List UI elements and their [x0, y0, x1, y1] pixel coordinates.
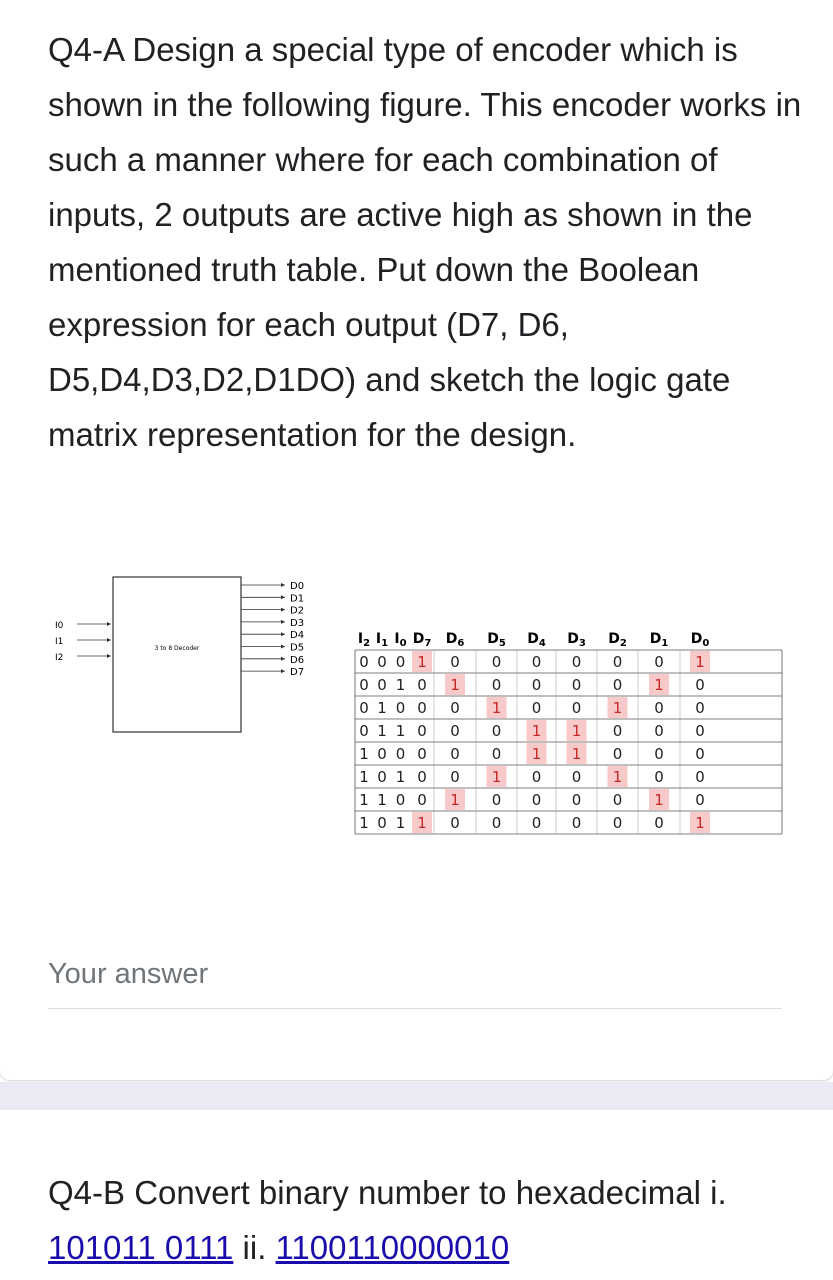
output-label: D1	[290, 593, 305, 605]
table-cell: 1	[531, 745, 542, 763]
table-cell: 1	[359, 768, 369, 786]
table-cell: 0	[395, 791, 406, 809]
table-cell: 1	[417, 653, 427, 671]
output-label: D3	[290, 617, 305, 629]
table-cell: 1	[359, 791, 369, 809]
question-b-prefix: Q4-B Convert binary number to hexadecimal i.	[48, 1174, 727, 1211]
arrow-icon	[281, 595, 285, 599]
question-b-text	[48, 1165, 818, 1275]
encoder-figure	[55, 570, 795, 900]
table-cell: 1	[491, 768, 502, 786]
table-cell: 0	[395, 653, 406, 671]
table-cell: 0	[377, 745, 387, 763]
table-cell: 0	[571, 791, 582, 809]
table-cell: 1	[531, 722, 542, 740]
table-cell: 1	[491, 699, 502, 717]
arrow-icon	[281, 657, 285, 661]
table-cell: 1	[395, 722, 406, 740]
output-label: D7	[290, 667, 305, 679]
table-cell: 0	[612, 791, 623, 809]
table-cell: 0	[417, 699, 427, 717]
table-cell: 1	[571, 745, 582, 763]
decoder-label: 3 to 8 Decoder	[154, 645, 200, 652]
table-cell: 0	[654, 814, 664, 832]
table-cell: 0	[695, 768, 705, 786]
table-cell: 0	[450, 768, 460, 786]
table-cell: 0	[612, 653, 623, 671]
table-cell: 0	[531, 676, 542, 694]
table-header: $D_5$	[487, 631, 506, 649]
table-header: $D_4$	[527, 631, 546, 649]
table-cell: 0	[531, 699, 542, 717]
table-cell: 1	[612, 699, 623, 717]
table-cell: 0	[450, 814, 460, 832]
table-cell: 1	[377, 699, 387, 717]
decoder-inputs	[55, 621, 111, 663]
table-header: $D_1$	[649, 631, 669, 649]
table-cell: 0	[359, 699, 369, 717]
table-cell: 0	[654, 722, 664, 740]
output-label: D5	[290, 642, 305, 654]
table-header: $I_1$	[375, 631, 389, 649]
table-cell: 0	[359, 653, 369, 671]
answer-field[interactable]: Your answer	[48, 958, 209, 990]
table-cell: 0	[654, 653, 664, 671]
binary-link-2[interactable]: 1100110000010	[275, 1229, 510, 1266]
table-cell: 1	[377, 791, 387, 809]
arrow-icon	[281, 632, 285, 636]
table-cell: 0	[654, 699, 664, 717]
input-label: I0	[55, 621, 64, 631]
table-cell: 0	[571, 653, 582, 671]
table-cell: 1	[395, 676, 406, 694]
arrow-icon	[281, 620, 285, 624]
table-cell: 0	[417, 791, 427, 809]
table-cell: 0	[491, 814, 502, 832]
table-cell: 0	[654, 745, 664, 763]
decoder-outputs	[241, 581, 304, 678]
table-cell: 0	[571, 768, 582, 786]
table-cell: 0	[417, 676, 427, 694]
table-cell: 0	[612, 722, 623, 740]
table-cell: 1	[395, 768, 406, 786]
table-cell: 0	[359, 676, 369, 694]
table-cell: 0	[450, 699, 460, 717]
table-cell: 1	[359, 745, 369, 763]
table-cell: 0	[395, 745, 406, 763]
output-label: D0	[290, 581, 305, 592]
table-cell: 0	[695, 676, 705, 694]
arrow-icon	[107, 638, 111, 642]
output-label: D2	[290, 605, 305, 617]
table-cell: 1	[450, 791, 460, 809]
table-header: $I_0$	[394, 631, 407, 649]
table-cell: 0	[450, 653, 460, 671]
table-cell: 0	[695, 722, 705, 740]
table-cell: 0	[450, 722, 460, 740]
arrow-icon	[281, 669, 285, 673]
table-cell: 0	[491, 653, 502, 671]
table-cell: 1	[695, 653, 705, 671]
truth-table	[355, 631, 782, 834]
table-cell: 0	[612, 745, 623, 763]
table-header: $D_0$	[690, 631, 710, 649]
table-header: $D_7$	[412, 631, 432, 649]
table-cell: 0	[695, 745, 705, 763]
table-cell: 1	[377, 722, 387, 740]
decoder-box	[113, 577, 241, 732]
arrow-icon	[281, 645, 285, 649]
input-label: I1	[55, 637, 64, 647]
table-cell: 0	[531, 768, 542, 786]
table-cell: 0	[571, 814, 582, 832]
table-cell: 1	[450, 676, 460, 694]
output-label: D6	[290, 654, 305, 666]
table-header: $D_2$	[608, 631, 627, 649]
binary-link-1[interactable]: 101011 0111	[48, 1229, 234, 1266]
output-label: D4	[290, 630, 305, 642]
table-cell: 0	[531, 791, 542, 809]
table-cell: 0	[654, 768, 664, 786]
table-cell: 0	[491, 676, 502, 694]
table-header: $D_3$	[567, 631, 586, 649]
arrow-icon	[281, 608, 285, 612]
question-a-text: Q4-A Design a special type of encoder which is shown in the following figure. This encoder works in such a manner where for each combination of inputs, 2 outputs are active high as shown in the mentioned truth table. Put down the Boolean expression for each output (D7, D6, D5,D4,D3,D2,D1DO) and sketch the logic gate matrix representation for the design.	[48, 31, 802, 453]
table-cell: 0	[417, 745, 427, 763]
table-cell: 1	[571, 722, 582, 740]
table-cell: 0	[531, 653, 542, 671]
table-cell: 0	[417, 722, 427, 740]
table-cell: 0	[571, 676, 582, 694]
table-cell: 0	[377, 653, 387, 671]
table-cell: 1	[654, 791, 664, 809]
table-header: $I_2$	[357, 631, 371, 649]
table-cell: 1	[654, 676, 664, 694]
question-b-middle: ii.	[233, 1229, 276, 1266]
figure-svg	[55, 570, 795, 900]
table-cell: 0	[531, 814, 542, 832]
table-cell: 0	[359, 722, 369, 740]
table-cell: 0	[395, 699, 406, 717]
table-cell: 0	[571, 699, 582, 717]
table-cell: 1	[395, 814, 406, 832]
arrow-icon	[281, 583, 285, 587]
table-cell: 0	[377, 768, 387, 786]
table-cell: 0	[612, 676, 623, 694]
table-cell: 0	[491, 791, 502, 809]
table-cell: 1	[359, 814, 369, 832]
table-cell: 0	[377, 814, 387, 832]
arrow-icon	[107, 654, 111, 658]
table-cell: 0	[695, 699, 705, 717]
answer-underline	[48, 1008, 782, 1009]
table-header: $D_6$	[445, 631, 465, 649]
table-cell: 0	[491, 722, 502, 740]
table-cell: 1	[695, 814, 705, 832]
input-label: I2	[55, 653, 64, 663]
table-cell: 0	[612, 814, 623, 832]
table-cell: 0	[695, 791, 705, 809]
card-separator	[0, 1082, 833, 1110]
table-cell: 0	[417, 768, 427, 786]
table-cell: 0	[450, 745, 460, 763]
table-cell: 0	[491, 745, 502, 763]
table-cell: 1	[417, 814, 427, 832]
table-cell: 1	[612, 768, 623, 786]
table-cell: 0	[377, 676, 387, 694]
arrow-icon	[107, 622, 111, 626]
